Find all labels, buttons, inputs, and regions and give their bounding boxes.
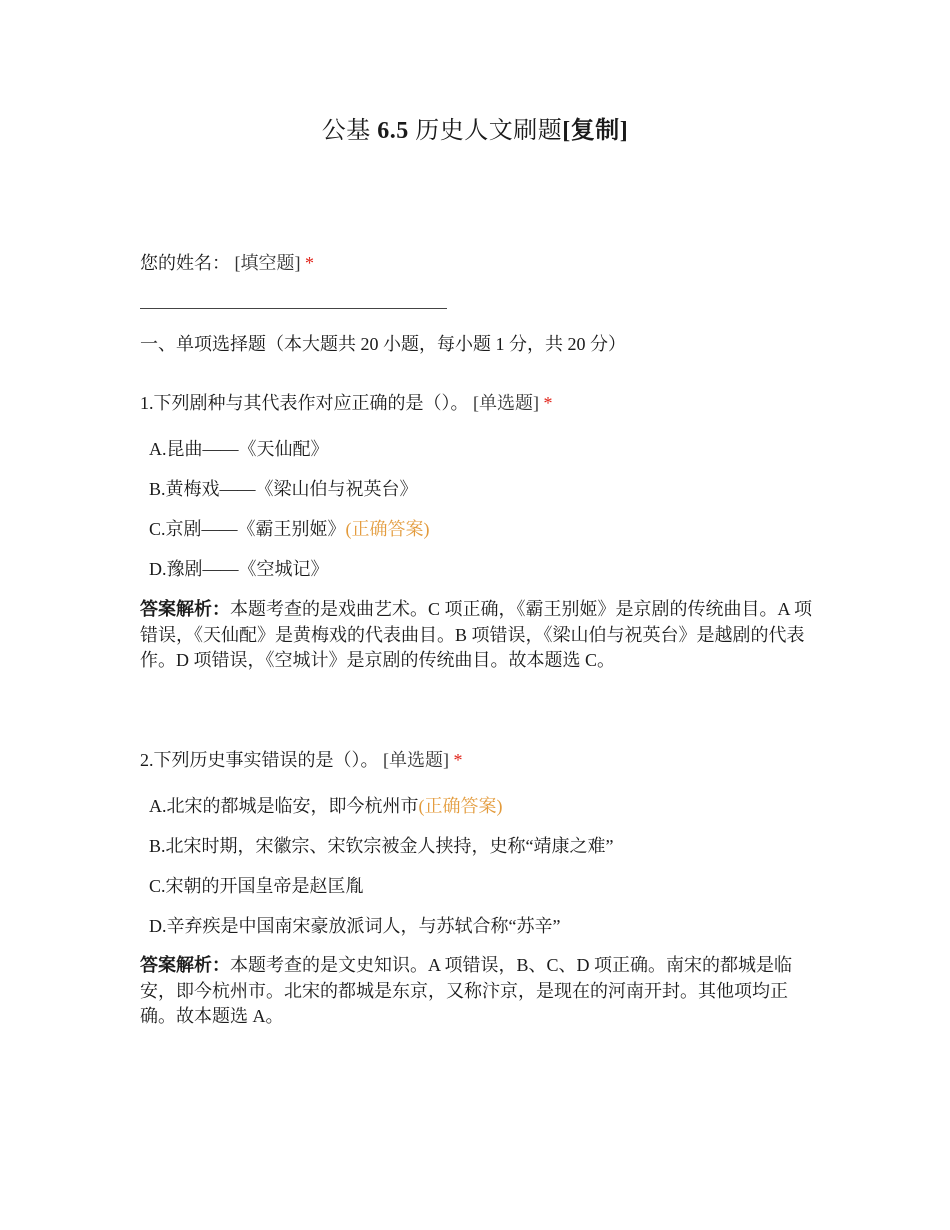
option-text: D.辛弃疾是中国南宋豪放派词人，与苏轼合称“苏辛” [149, 916, 561, 936]
title-prefix: 公基 [321, 118, 378, 144]
question-1-tag: [单选题] [473, 393, 539, 413]
question-2-analysis [140, 953, 820, 1030]
question-1-required: * [543, 393, 553, 413]
option-text: A.北宋的都城是临安，即今杭州市 [149, 796, 419, 816]
title-middle: 历史人文刷题 [408, 118, 563, 144]
question-1-text: 1.下列剧种与其代表作对应正确的是（）。 [140, 393, 469, 413]
analysis-label: 答案解析： [140, 599, 230, 619]
option-text: C.宋朝的开国皇帝是赵匡胤 [149, 876, 364, 896]
name-input-line[interactable] [140, 308, 447, 309]
correct-answer-mark: (正确答案) [345, 519, 430, 539]
name-question [140, 251, 820, 276]
question-2-option-d[interactable] [149, 914, 560, 939]
option-text: B.黄梅戏——《梁山伯与祝英台》 [149, 479, 418, 499]
question-2-required: * [453, 750, 463, 770]
option-text: C.京剧——《霸王别姬》 [149, 519, 346, 539]
question-1-stem [140, 391, 820, 416]
option-text: B.北宋时期，宋徽宗、宋钦宗被金人挟持，史称“靖康之难” [149, 836, 614, 856]
question-2-text: 2.下列历史事实错误的是（）。 [140, 750, 379, 770]
question-2-option-c[interactable] [149, 874, 364, 899]
name-question-tag: [填空题] [234, 253, 301, 273]
question-1-option-b[interactable] [149, 477, 418, 502]
question-1-analysis [140, 597, 820, 674]
page-title [0, 110, 950, 145]
required-marker: * [305, 253, 314, 273]
correct-answer-mark: (正确答案) [418, 796, 503, 816]
option-text: D.豫剧——《空城记》 [149, 559, 329, 579]
name-question-label: 您的姓名： [140, 253, 230, 273]
title-copy-tag: [复制] [562, 118, 629, 144]
question-2-option-a[interactable] [149, 794, 503, 819]
analysis-text: 本题考查的是戏曲艺术。C 项正确，《霸王别姬》是京剧的传统曲目。A 项错误，《天仙配》是黄梅戏的代表曲目。B 项错误，《梁山伯与祝英台》是越剧的代表作。D 项错误，《空城计》是京剧的传统曲目。故本题选 C。 [140, 599, 813, 670]
question-2-tag: [单选题] [383, 750, 449, 770]
section-heading: 一、单项选择题（本大题共 20 小题，每小题 1 分，共 20 分） [140, 334, 626, 354]
question-2-option-b[interactable] [149, 834, 613, 859]
question-1-option-a[interactable] [149, 437, 329, 462]
option-text: A.昆曲——《天仙配》 [149, 439, 329, 459]
question-1-option-d[interactable] [149, 557, 329, 582]
title-number: 6.5 [377, 118, 409, 144]
analysis-text: 本题考查的是文史知识。A 项错误，B、C、D 项正确。南宋的都城是临安，即今杭州市。北宋的都城是东京，又称汴京，是现在的河南开封。其他项均正确。故本题选 A。 [140, 955, 793, 1026]
question-1-option-c[interactable] [149, 517, 430, 542]
analysis-label: 答案解析： [140, 955, 230, 975]
question-2-stem [140, 748, 820, 773]
